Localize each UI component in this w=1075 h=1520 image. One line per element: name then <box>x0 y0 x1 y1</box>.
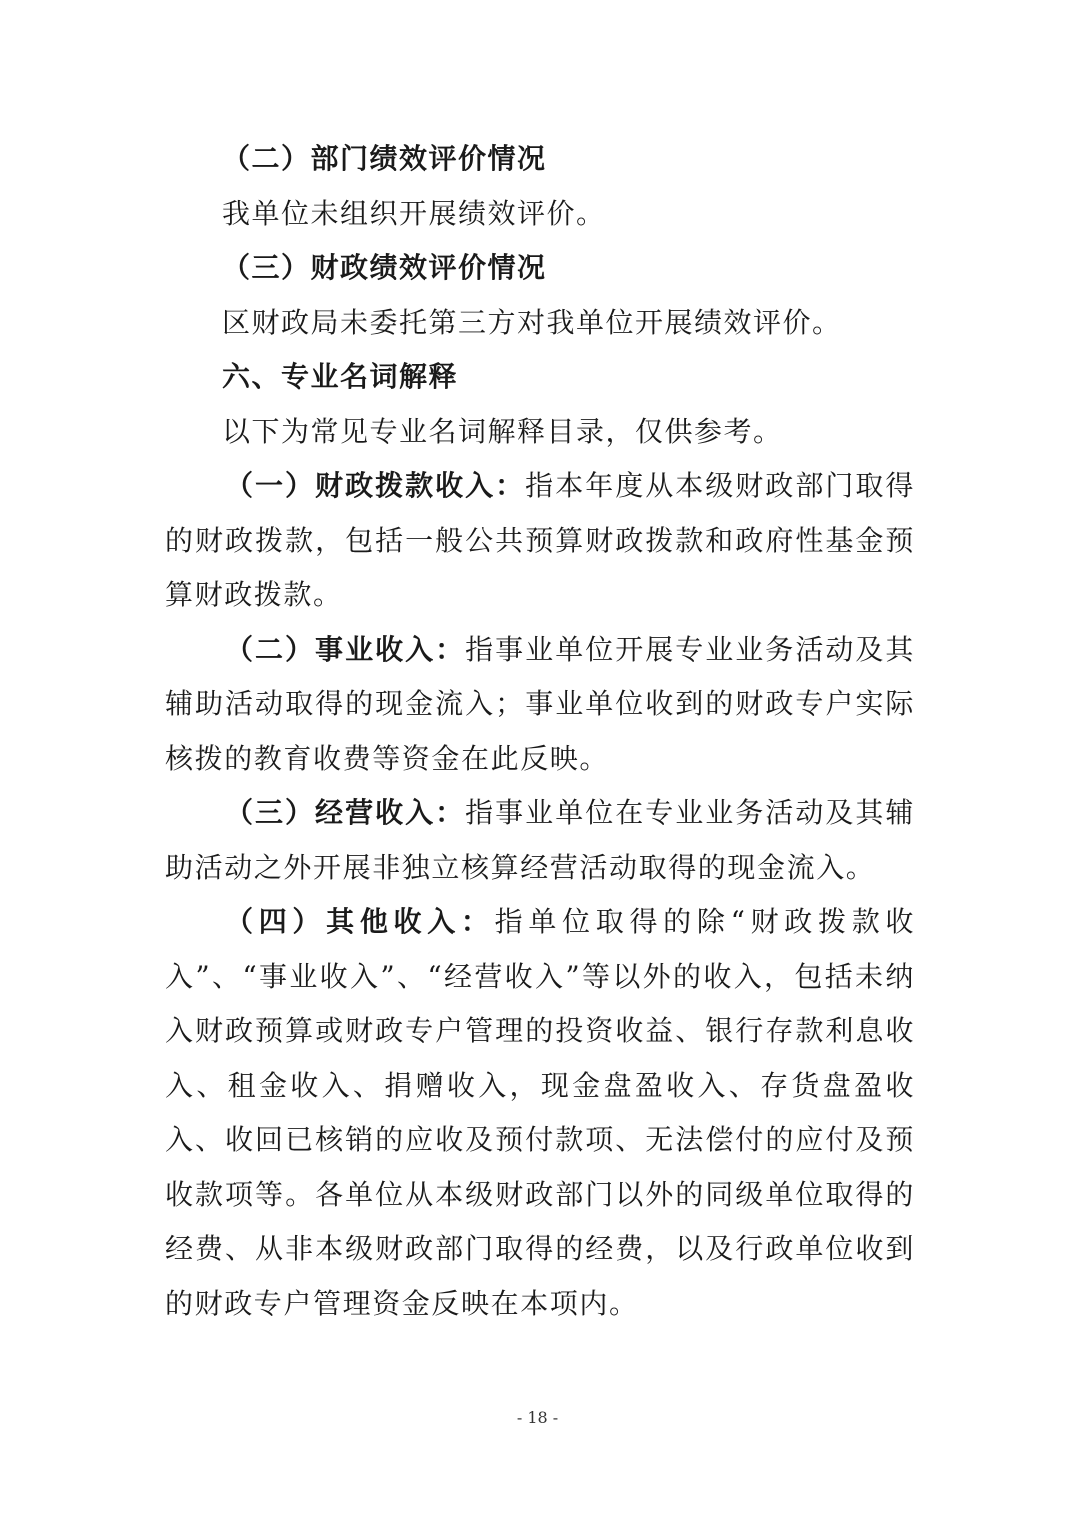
glossary-term: （四）其他收入： <box>225 905 495 938</box>
glossary-definition: 指事业单位在专业业务活动及其辅助活动之外开展非独立核算经营活动取得的现金流入。 <box>165 796 915 884</box>
section-heading-dept-evaluation: （二）部门绩效评价情况 <box>222 142 547 175</box>
glossary-item <box>165 895 915 1331</box>
glossary-item <box>165 786 915 895</box>
glossary-definition: 指事业单位开展专业业务活动及其辅助活动取得的现金流入；事业单位收到的财政专户实际核拨的教育收费等资金在此反映。 <box>165 632 915 775</box>
section-heading-glossary: 六、专业名词解释 <box>222 360 459 393</box>
section-heading-finance-evaluation: （三）财政绩效评价情况 <box>222 251 547 284</box>
glossary-term: （三）经营收入： <box>225 796 466 829</box>
section-text-finance-evaluation: 区财政局未委托第三方对我单位开展绩效评价。 <box>222 305 842 339</box>
glossary-intro: 以下为常见专业名词解释目录，仅供参考。 <box>222 414 783 448</box>
glossary-definition: 指本年度从本级财政部门取得的财政拨款，包括一般公共预算财政拨款和政府性基金预算财政拨款。 <box>165 469 915 611</box>
glossary-term: （二）事业收入： <box>225 632 466 666</box>
glossary-item <box>165 623 915 787</box>
section-text-dept-evaluation: 我单位未组织开展绩效评价。 <box>222 196 606 230</box>
glossary-definition: 指单位取得的除“财政拨款收入”、“事业收入”、“经营收入”等以外的收入，包括未纳入财政预算或财政专户管理的投资收益、银行存款利息收入、租金收入、捐赠收入，现金盘盈收入、存货盘盈收入、收回已核销的应收及预付款项、无法偿付的应付及预收款项等。各单位从本级财政部门以外的同级单位取得的经费、从非本级财政部门取得的经费，以及行政单位收到的财政专户管理资金反映在本项内。 <box>165 905 915 1320</box>
page-content <box>165 132 915 1331</box>
page-number: - 18 - <box>516 1408 559 1427</box>
glossary-term: （一）财政拨款收入： <box>225 469 526 502</box>
glossary-item <box>165 459 915 623</box>
